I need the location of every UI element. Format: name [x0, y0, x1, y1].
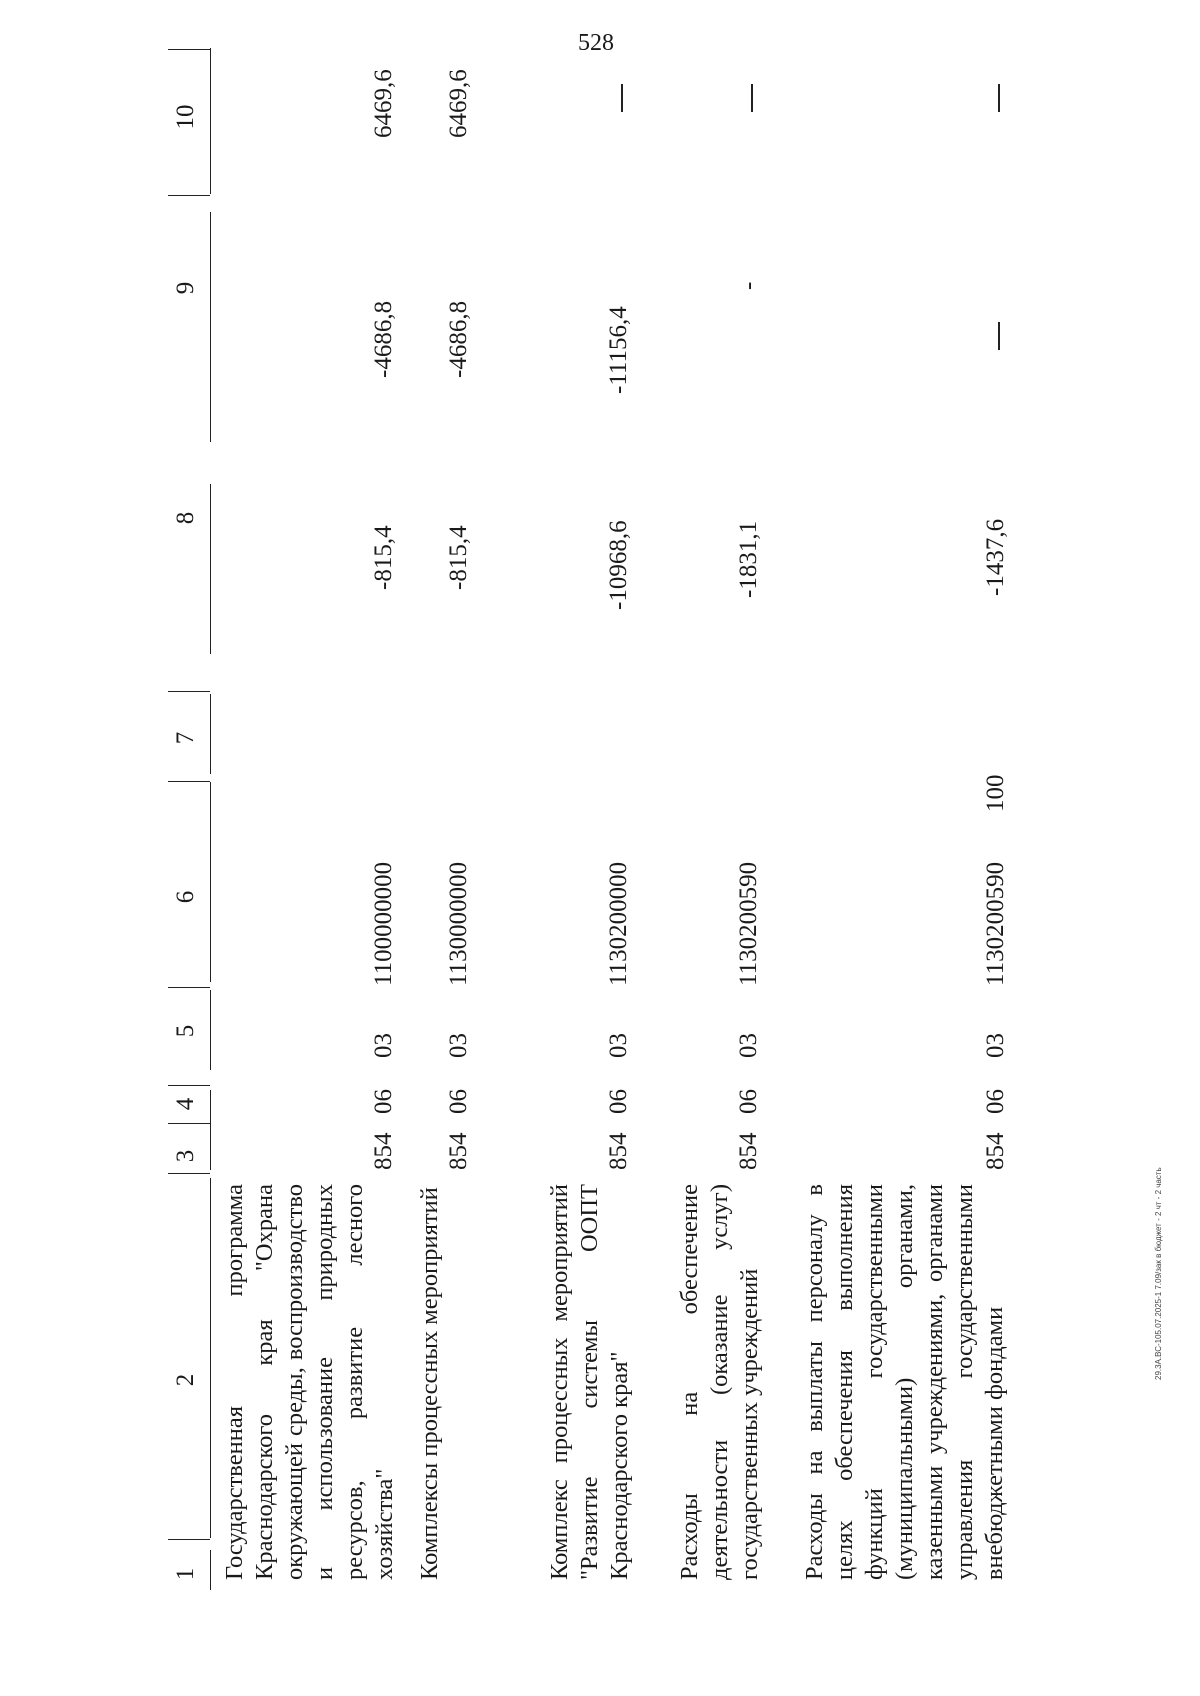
cell-c9: -4686,8: [370, 300, 397, 378]
cell-c10: 6469,6: [445, 69, 472, 138]
cell-c8: -815,4: [445, 525, 472, 590]
cell-c6: 1130000000: [445, 861, 472, 986]
cell-c5: 03: [735, 1033, 762, 1058]
header-col-10: 10: [172, 104, 199, 130]
header-divider: [168, 1123, 210, 1124]
header-divider: [168, 781, 210, 782]
cell-c9-dash: [998, 322, 1000, 350]
row-description: Расходы на обеспечение деятельности (оказание услуг) государственных учреждений: [676, 1184, 763, 1580]
header-divider: [168, 195, 210, 196]
cell-c4: 06: [445, 1089, 472, 1114]
cell-c6: 1130200590: [735, 861, 762, 986]
cell-c9: -: [735, 281, 762, 290]
cell-c8: -1437,6: [982, 518, 1009, 596]
cell-c3: 854: [982, 1132, 1009, 1170]
header-rule: [210, 1550, 211, 1590]
page-number: 528: [578, 30, 614, 56]
header-rule: [210, 694, 211, 774]
row-description: Государственная программа Краснодарского края "Охрана окружающей среды, воспроизводство и использование природных ресурсов, развитие лесного хозяйства": [221, 1184, 398, 1580]
cell-c7: 100: [982, 774, 1009, 812]
header-rule: [210, 1178, 211, 1538]
row-description: Комплекс процессных мероприятий "Развитие системы ООПТ Краснодарского края": [546, 1184, 633, 1580]
table-row: [675, 50, 775, 1590]
cell-c4: 06: [982, 1089, 1009, 1114]
header-divider: [168, 1085, 210, 1086]
cell-c5: 03: [370, 1033, 397, 1058]
header-rule: [210, 212, 211, 442]
cell-c10-dash: [751, 84, 753, 112]
row-description: Комплексы процессных мероприятий: [416, 1187, 443, 1580]
cell-c3: 854: [370, 1132, 397, 1170]
cell-c10: 6469,6: [370, 69, 397, 138]
header-col-7: 7: [172, 731, 199, 745]
cell-c6: 1130200000: [605, 861, 632, 986]
header-col-9: 9: [172, 281, 199, 295]
header-rule: [210, 990, 211, 1070]
table-row: [415, 50, 505, 1590]
cell-c5: 03: [982, 1033, 1009, 1058]
header-col-5: 5: [172, 1024, 199, 1038]
table-header: [160, 50, 212, 1590]
header-rule: [210, 1090, 211, 1170]
cell-c8: -1831,1: [735, 520, 762, 598]
cell-c10-dash: [998, 84, 1000, 112]
header-divider: [168, 987, 210, 988]
cell-c3: 854: [735, 1132, 762, 1170]
cell-c5: 03: [605, 1033, 632, 1058]
row-description: Расходы на выплаты персоналу в целях обеспечения выполнения функций государственными (муниципальными) органами, казенными учреждениями, органами управления государственными внебюджетными фондами: [801, 1184, 1008, 1580]
cell-c4: 06: [735, 1089, 762, 1114]
header-divider: [168, 691, 210, 692]
header-col-6: 6: [172, 890, 199, 904]
header-rule: [210, 48, 211, 194]
cell-c8: -10968,6: [605, 520, 632, 610]
cell-c4: 06: [605, 1089, 632, 1114]
header-divider: [168, 1173, 210, 1174]
header-divider: [168, 49, 210, 50]
cell-c9: -11156,4: [605, 306, 632, 394]
table-row: [545, 50, 645, 1590]
header-col-4: 4: [172, 1097, 199, 1111]
cell-c3: 854: [605, 1132, 632, 1170]
table-row: [220, 50, 400, 1590]
header-col-8: 8: [172, 511, 199, 525]
header-divider: [168, 1539, 210, 1540]
budget-table: [160, 30, 1120, 1590]
cell-c4: 06: [370, 1089, 397, 1114]
cell-c10-dash: [621, 84, 623, 112]
cell-c6: 1100000000: [370, 861, 397, 986]
footer-note: 29.3А.ВС-105.07.2025-1 7.09/зак в бюджет - 2 чт - 2 часть: [1154, 1167, 1163, 1380]
header-rule: [210, 484, 211, 654]
cell-c6: 1130200590: [982, 861, 1009, 986]
header-col-1: 1: [172, 1567, 199, 1581]
cell-c3: 854: [445, 1132, 472, 1170]
cell-c9: -4686,8: [445, 300, 472, 378]
header-rule: [210, 782, 211, 982]
header-col-2: 2: [172, 1373, 199, 1387]
header-col-3: 3: [172, 1149, 199, 1163]
table-row: [800, 50, 1020, 1590]
cell-c8: -815,4: [370, 525, 397, 590]
cell-c5: 03: [445, 1033, 472, 1058]
